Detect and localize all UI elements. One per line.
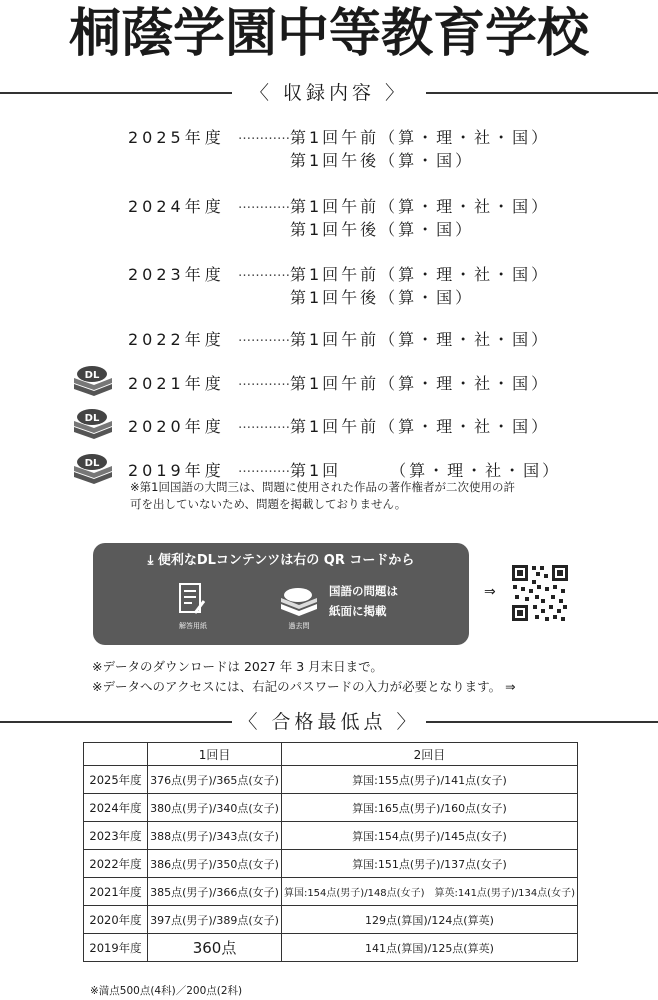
table-row xyxy=(84,934,578,962)
contents-session: 第1回 （算・理・社・国） xyxy=(290,461,562,480)
second-round-score: 算国:154点(男子)/145点(女子) xyxy=(281,822,577,850)
first-round-score: 385点(男子)/366点(女子) xyxy=(148,878,282,906)
scores-heading-text: 〈 合格最低点 〉 xyxy=(238,711,420,733)
password-note: ※データへのアクセスには、右記のパスワードの入力が必要となります。 ⇒ xyxy=(92,679,516,694)
leader-dots: ………… xyxy=(238,197,290,212)
contents-session: 第1回午前（算・理・社・国） xyxy=(290,374,551,393)
first-round-score: 380点(男子)/340点(女子) xyxy=(148,794,282,822)
table-header-row xyxy=(84,743,578,766)
second-round-score: 算国:154点(男子)/148点(女子) 算英:141点(男子)/134点(女子) xyxy=(281,878,577,906)
scores-heading xyxy=(0,708,658,736)
second-round-score: 算国:151点(男子)/137点(女子) xyxy=(281,850,577,878)
contents-session: 第1回午前（算・理・社・国） xyxy=(290,265,551,284)
second-round-score: 129点(算国)/124点(算英) xyxy=(281,906,577,934)
row-year: 2023年度 xyxy=(84,822,148,850)
qr-code-icon[interactable] xyxy=(510,563,570,623)
contents-session: 第1回午前（算・理・社・国） xyxy=(290,417,551,436)
table-row xyxy=(84,822,578,850)
dl-badge-text: DL xyxy=(84,458,100,469)
first-round-score: 397点(男子)/389点(女子) xyxy=(148,906,282,934)
panel-note xyxy=(329,581,398,621)
min-score-table xyxy=(83,742,578,962)
table-row xyxy=(84,906,578,934)
table-row xyxy=(84,878,578,906)
arrow-icon: ⇒ xyxy=(484,584,496,600)
contents-heading-text: 〈 収録内容 〉 xyxy=(249,82,409,104)
second-round-score: 算国:165点(男子)/160点(女子) xyxy=(281,794,577,822)
row-year: 2020年度 xyxy=(84,906,148,934)
table-header xyxy=(84,743,148,766)
row-year: 2022年度 xyxy=(84,850,148,878)
leader-dots: ………… xyxy=(238,265,290,280)
book-stack-icon xyxy=(279,587,319,617)
contents-heading xyxy=(0,79,658,107)
first-round-score: 388点(男子)/343点(女子) xyxy=(148,822,282,850)
contents-session: 第1回午前（算・理・社・国） xyxy=(290,128,551,147)
row-year: 2021年度 xyxy=(84,878,148,906)
contents-year: 2020年度 xyxy=(128,417,225,436)
copyright-note: ※第1回国語の大問三は、問題に使用された作品の著作権者が二次使用の許 xyxy=(130,480,515,494)
first-round-score: 360点 xyxy=(148,934,282,962)
leader-dots: ………… xyxy=(238,374,290,389)
leader-dots: ………… xyxy=(238,128,290,143)
contents-year: 2019年度 xyxy=(128,461,225,480)
panel-heading xyxy=(93,549,469,568)
copyright-note: 可を出していないため、問題を掲載しておりません。 xyxy=(130,497,407,511)
answer-sheet-label: 解答用紙 xyxy=(179,622,207,630)
panel-heading-text: 便利なDLコンテンツは右の QR コードから xyxy=(157,553,415,568)
past-exam-label: 過去問 xyxy=(288,622,310,630)
contents-session: 第1回午後（算・国） xyxy=(290,220,475,239)
panel-note-line: 国語の問題は xyxy=(329,584,398,598)
dl-badge-text: DL xyxy=(84,370,100,381)
contents-year: 2023年度 xyxy=(128,265,225,284)
table-header: 1回目 xyxy=(148,743,282,766)
dl-content-panel xyxy=(93,543,469,645)
dl-book-icon xyxy=(70,364,116,398)
contents-session: 第1回午後（算・国） xyxy=(290,151,475,170)
contents-year: 2022年度 xyxy=(128,330,225,349)
row-year: 2025年度 xyxy=(84,766,148,794)
page-title: 桐蔭学園中等教育学校 xyxy=(68,4,589,64)
row-year: 2024年度 xyxy=(84,794,148,822)
perfect-score-footnote: ※満点500点(4科)／200点(2科) xyxy=(90,985,243,997)
contents-year: 2025年度 xyxy=(128,128,225,147)
second-round-score: 算国:155点(男子)/141点(女子) xyxy=(281,766,577,794)
table-row xyxy=(84,766,578,794)
contents-year: 2024年度 xyxy=(128,197,225,216)
first-round-score: 376点(男子)/365点(女子) xyxy=(148,766,282,794)
contents-year: 2021年度 xyxy=(128,374,225,393)
contents-session: 第1回午後（算・国） xyxy=(290,288,475,307)
second-round-score: 141点(算国)/125点(算英) xyxy=(281,934,577,962)
contents-session: 第1回午前（算・理・社・国） xyxy=(290,197,551,216)
answer-sheet-icon xyxy=(179,583,205,617)
leader-dots: ………… xyxy=(238,461,290,476)
leader-dots: ………… xyxy=(238,330,290,345)
row-year: 2019年度 xyxy=(84,934,148,962)
table-row xyxy=(84,794,578,822)
table-row xyxy=(84,850,578,878)
panel-note-line: 紙面に掲載 xyxy=(329,604,387,618)
download-icon: ⤓ xyxy=(147,553,158,568)
dl-badge-text: DL xyxy=(84,413,100,424)
first-round-score: 386点(男子)/350点(女子) xyxy=(148,850,282,878)
contents-session: 第1回午前（算・理・社・国） xyxy=(290,330,551,349)
leader-dots: ………… xyxy=(238,417,290,432)
dl-book-icon xyxy=(70,452,116,486)
dl-book-icon xyxy=(70,407,116,441)
table-header: 2回目 xyxy=(281,743,577,766)
download-deadline-note: ※データのダウンロードは 2027 年 3 月末日まで。 xyxy=(92,659,383,674)
